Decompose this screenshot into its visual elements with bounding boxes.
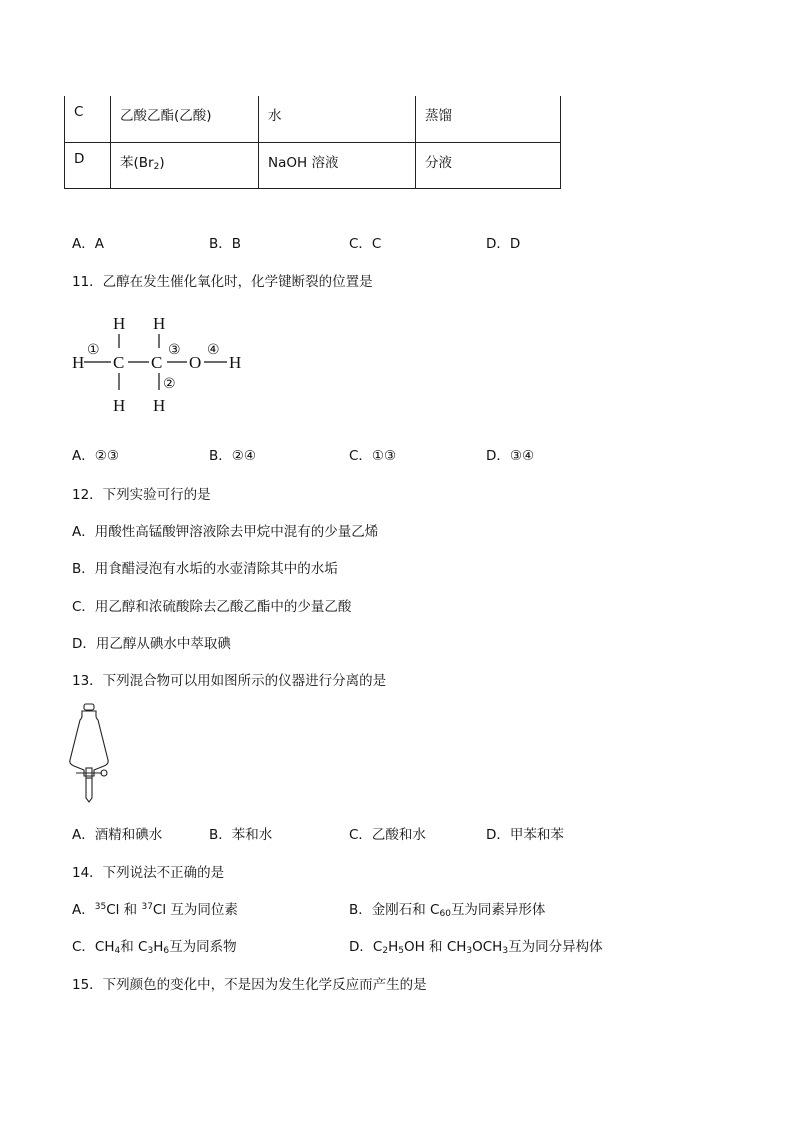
q11-option-b: B．②④ <box>209 448 256 464</box>
q14-option-c: C．$CH_4$和 $C_3H_6$互为同系物 <box>72 939 237 956</box>
q13-option-c: C．乙酸和水 <box>349 827 426 843</box>
table-cell-reagent: NaOH 溶液 <box>259 142 416 188</box>
q11-stem: 11．乙醇在发生催化氧化时，化学键断裂的位置是 <box>72 274 373 290</box>
q10-option-b: B．B <box>209 236 242 252</box>
q14-option-b: B．金刚石和 $C_{60}$互为同素异形体 <box>349 902 546 919</box>
q15-stem: 15．下列颜色的变化中，不是因为发生化学反应而产生的是 <box>72 977 427 993</box>
q11-option-a: A．②③ <box>72 448 119 464</box>
q13-option-d: D．甲苯和苯 <box>486 827 564 843</box>
atom-h-top-2: H <box>153 314 166 333</box>
bond-label-4: ④ <box>207 342 220 358</box>
reagent-table <box>64 96 561 189</box>
q14-option-d: D．$C_2H_5OH$ 和 $CH_3OCH_3$互为同分异构体 <box>349 939 603 956</box>
atom-h-top-1: H <box>113 314 126 333</box>
table-cell-label: C <box>65 96 111 142</box>
table-cell-method: 蒸馏 <box>416 96 561 142</box>
table-row <box>65 142 561 188</box>
bond-label-2: ② <box>163 376 176 392</box>
atom-h-bottom-1: H <box>113 396 126 415</box>
atom-c-2: C <box>151 353 163 372</box>
atom-o: O <box>189 353 202 372</box>
table-cell-method: 分液 <box>416 142 561 188</box>
q14-option-a: A．$^{35}$Cl 和 $^{37}$Cl 互为同位素 <box>72 902 238 918</box>
q10-option-a: A．A <box>72 236 104 252</box>
q10-option-c: C．C <box>349 236 382 252</box>
atom-h-right: H <box>229 353 242 372</box>
table-cell-reagent: 水 <box>259 96 416 142</box>
q12-option-a: A．用酸性高锰酸钾溶液除去甲烷中混有的少量乙烯 <box>72 524 379 540</box>
bond-label-3: ③ <box>168 342 181 358</box>
ethanol-structure-diagram <box>70 310 250 420</box>
atom-h-bottom-2: H <box>153 396 166 415</box>
table-cell-mixture: 乙酸乙酯(乙酸) <box>111 96 259 142</box>
q14-stem: 14．下列说法不正确的是 <box>72 865 225 881</box>
q11-option-c: C．①③ <box>349 448 397 464</box>
q12-stem: 12．下列实验可行的是 <box>72 487 211 503</box>
q10-option-d: D．D <box>486 236 521 252</box>
q13-stem: 13．下列混合物可以用如图所示的仪器进行分离的是 <box>72 673 387 689</box>
table-cell-label: D <box>65 142 111 188</box>
q13-option-b: B．苯和水 <box>209 827 273 843</box>
atom-h-left: H <box>72 353 85 372</box>
separatory-funnel-icon <box>66 702 114 806</box>
q12-option-b: B．用食醋浸泡有水垢的水壶清除其中的水垢 <box>72 561 338 577</box>
bond-label-1: ① <box>87 342 100 358</box>
q11-option-d: D．③④ <box>486 448 535 464</box>
q12-option-c: C．用乙醇和浓硫酸除去乙酸乙酯中的少量乙酸 <box>72 599 352 615</box>
table-cell-mixture: 苯$(Br_2)$ <box>111 142 259 188</box>
table-row <box>65 96 561 142</box>
q12-option-d: D．用乙醇从碘水中萃取碘 <box>72 636 231 652</box>
atom-c-1: C <box>113 353 125 372</box>
q13-option-a: A．酒精和碘水 <box>72 827 163 843</box>
